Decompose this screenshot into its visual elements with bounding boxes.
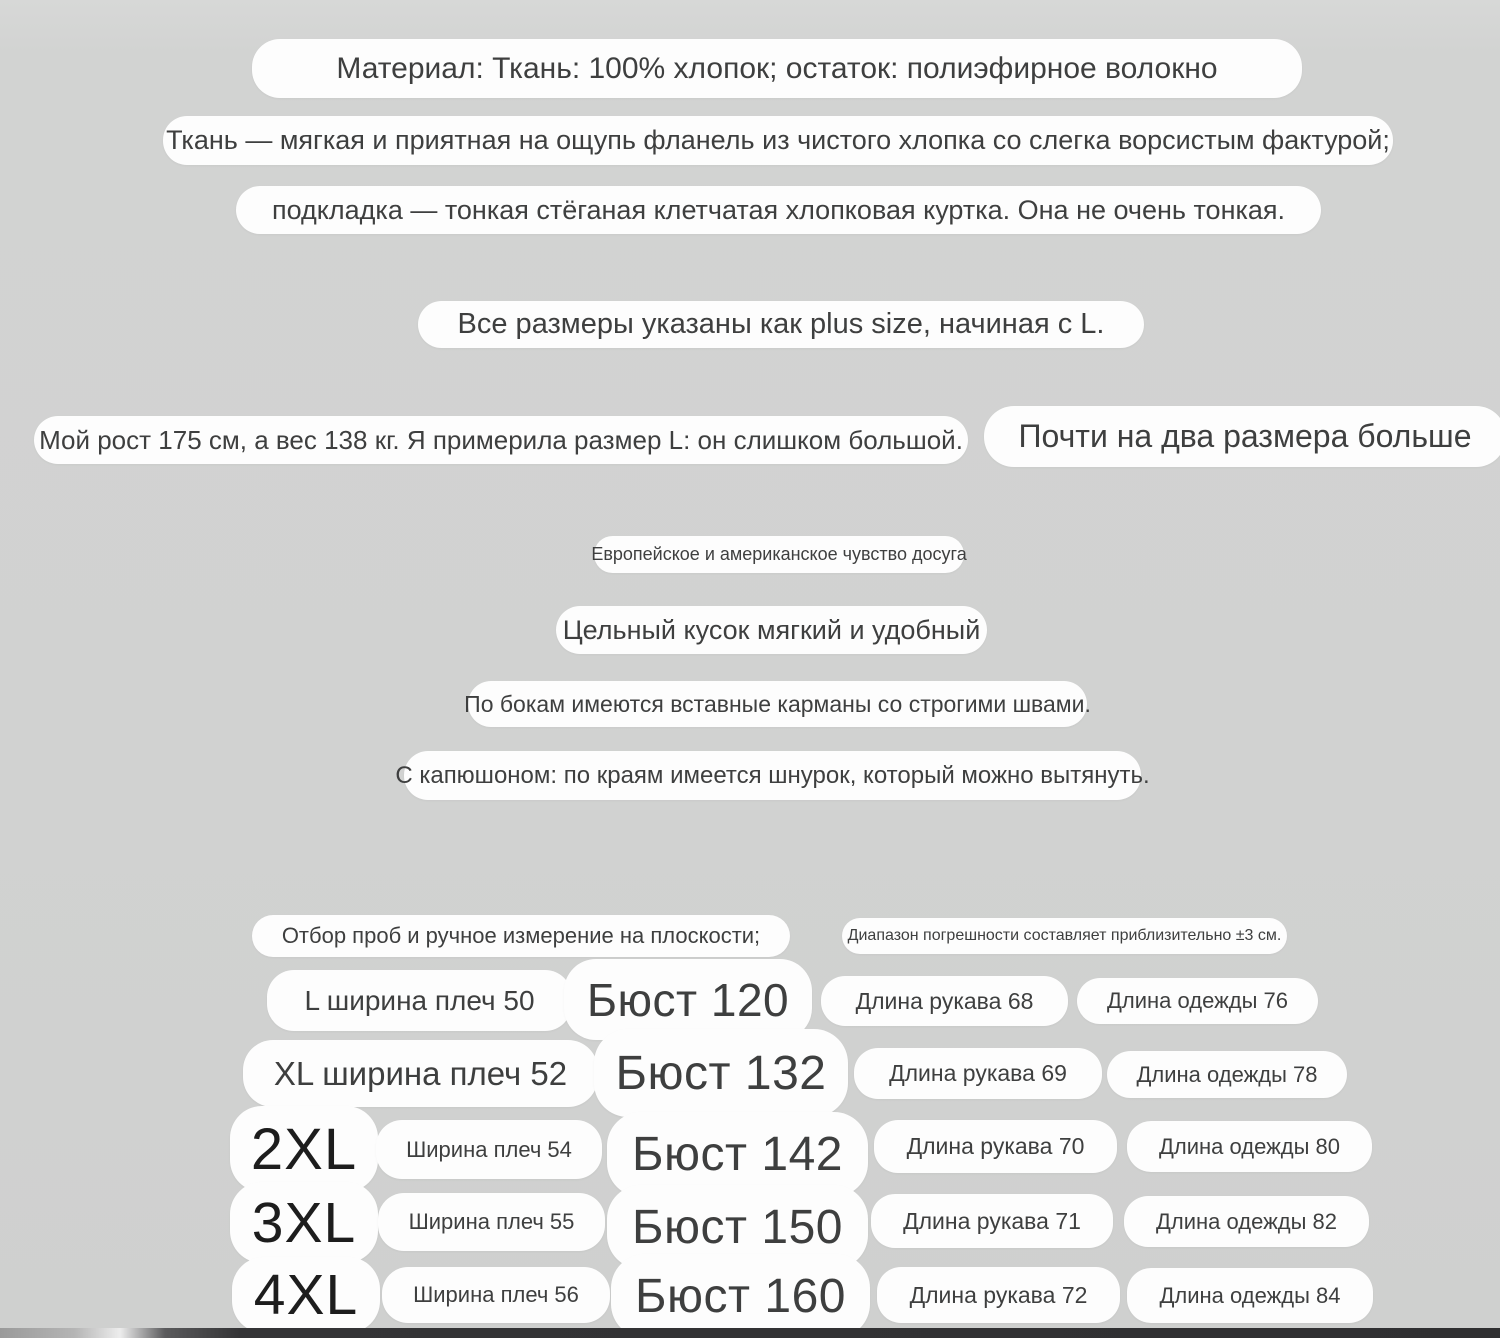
size-4xl-shoulder: Ширина плеч 56 — [382, 1267, 610, 1323]
size-2xl-bust: Бюст 142 — [607, 1112, 868, 1197]
note-lining: подкладка — тонкая стёганая клетчатая хлопковая куртка. Она не очень тонкая. — [236, 186, 1321, 234]
size-4xl-bust: Бюст 160 — [611, 1254, 870, 1338]
size-xl-shoulder-label: XL ширина плеч 52 — [243, 1040, 598, 1107]
note-fabric: Ткань — мягкая и приятная на ощупь фланель из чистого хлопка со слегка ворсистым фактурой; — [163, 116, 1393, 165]
size-3xl-bust: Бюст 150 — [607, 1185, 868, 1269]
size-2xl-shoulder: Ширина плеч 54 — [376, 1120, 602, 1179]
note-comfort: Цельный кусок мягкий и удобный — [556, 606, 987, 654]
note-fit-review: Мой рост 175 см, а вес 138 кг. Я примерила размер L: он слишком большой. — [34, 416, 968, 464]
size-4xl-sleeve: Длина рукава 72 — [877, 1267, 1120, 1323]
note-hood: С капюшоном: по краям имеется шнурок, который можно вытянуть. — [404, 751, 1141, 800]
size-note-sampling: Отбор проб и ручное измерение на плоскости; — [252, 915, 790, 957]
size-2xl-label: 2XL — [230, 1106, 378, 1192]
size-xl-bust: Бюст 132 — [594, 1029, 848, 1117]
size-4xl-length: Длина одежды 84 — [1127, 1268, 1373, 1323]
note-style: Европейское и американское чувство досуга — [594, 536, 964, 573]
note-pockets: По бокам имеются вставные карманы со строгими швами. — [468, 681, 1087, 727]
size-3xl-label: 3XL — [230, 1182, 378, 1263]
size-2xl-sleeve: Длина рукава 70 — [874, 1120, 1117, 1173]
size-l-sleeve: Длина рукава 68 — [821, 976, 1068, 1026]
size-xl-length: Длина одежды 78 — [1107, 1051, 1347, 1098]
size-4xl-label: 4XL — [232, 1257, 380, 1333]
size-3xl-length: Длина одежды 82 — [1124, 1196, 1369, 1247]
size-l-length: Длина одежды 76 — [1077, 978, 1318, 1024]
size-note-tolerance: Диапазон погрешности составляет приблизительно ±3 см. — [842, 918, 1287, 954]
size-3xl-shoulder: Ширина плеч 55 — [378, 1193, 605, 1251]
size-2xl-length: Длина одежды 80 — [1127, 1121, 1372, 1172]
note-fit-verdict: Почти на два размера больше — [984, 406, 1500, 467]
note-sizing: Все размеры указаны как plus size, начиная с L. — [418, 301, 1144, 348]
size-l-shoulder-label: L ширина плеч 50 — [267, 970, 572, 1031]
size-l-bust: Бюст 120 — [564, 959, 812, 1040]
size-xl-sleeve: Длина рукава 69 — [854, 1048, 1102, 1099]
size-3xl-sleeve: Длина рукава 71 — [871, 1194, 1113, 1248]
bottom-divider-bar — [0, 1328, 1500, 1338]
note-material: Материал: Ткань: 100% хлопок; остаток: полиэфирное волокно — [252, 39, 1302, 98]
